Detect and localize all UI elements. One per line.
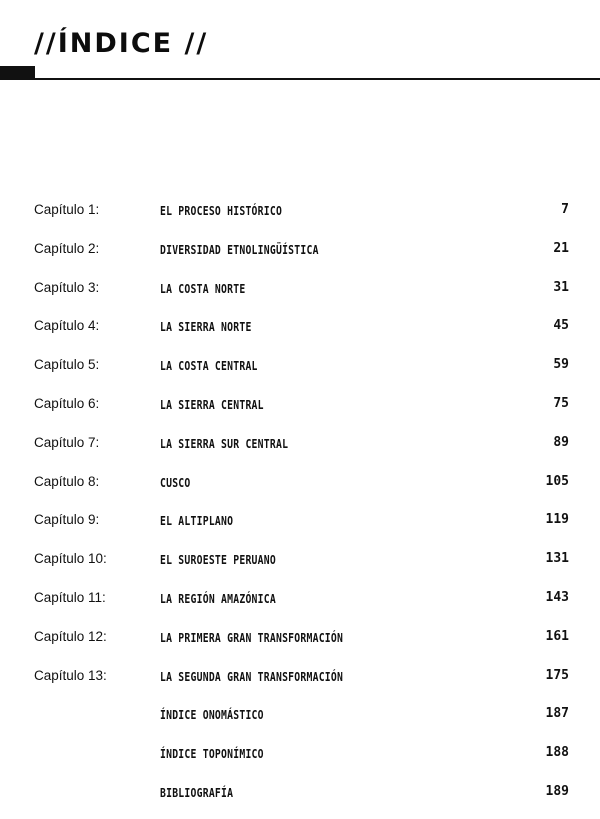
toc-entry[interactable] (0, 702, 600, 741)
chapter-label: Capítulo 12: (34, 628, 107, 644)
toc-entry[interactable] (0, 314, 600, 353)
toc-entry[interactable] (0, 431, 600, 470)
toc-entry[interactable] (0, 198, 600, 237)
page-number: 31 (553, 279, 569, 295)
toc-entry[interactable] (0, 664, 600, 703)
page-number: 189 (545, 783, 569, 799)
chapter-label: Capítulo 10: (34, 551, 107, 567)
entry-title: LA SIERRA SUR CENTRAL (160, 435, 289, 451)
toc-entry[interactable] (0, 508, 600, 547)
chapter-label: Capítulo 13: (34, 667, 107, 683)
entry-title: LA SIERRA NORTE (160, 319, 252, 335)
chapter-label: Capítulo 9: (34, 512, 100, 528)
entry-title: BIBLIOGRAFÍA (160, 784, 234, 800)
toc-entry[interactable] (0, 276, 600, 315)
entry-title: ÍNDICE ONOMÁSTICO (160, 707, 264, 723)
entry-title: EL SUROESTE PERUANO (160, 552, 276, 568)
page-number: 119 (545, 512, 569, 528)
toc-entry[interactable] (0, 237, 600, 276)
page-number: 21 (553, 240, 569, 256)
page-number: 59 (553, 357, 569, 373)
entry-title: LA PRIMERA GRAN TRANSFORMACIÓN (160, 629, 344, 645)
entry-title: LA SIERRA CENTRAL (160, 396, 264, 412)
toc-entry[interactable] (0, 547, 600, 586)
page-number: 7 (561, 202, 569, 217)
page-number: 45 (553, 318, 569, 334)
page-number: 187 (545, 706, 569, 722)
toc-entry[interactable] (0, 470, 600, 509)
table-of-contents (0, 198, 600, 819)
chapter-label: Capítulo 1: (34, 202, 100, 217)
toc-entry[interactable] (0, 780, 600, 819)
page-number: 143 (545, 589, 569, 605)
page-title: //ÍNDICE // (34, 28, 209, 59)
chapter-label: Capítulo 5: (34, 357, 100, 373)
entry-title: CUSCO (160, 474, 191, 490)
toc-entry[interactable] (0, 741, 600, 780)
toc-entry[interactable] (0, 353, 600, 392)
entry-title: ÍNDICE TOPONÍMICO (160, 746, 264, 762)
page-number: 175 (545, 667, 569, 683)
toc-entry[interactable] (0, 586, 600, 625)
entry-title: LA SEGUNDA GRAN TRANSFORMACIÓN (160, 668, 344, 684)
chapter-label: Capítulo 8: (34, 473, 100, 489)
page-number: 89 (553, 434, 569, 450)
entry-title: DIVERSIDAD ETNOLINGÜÍSTICA (160, 241, 319, 257)
chapter-label: Capítulo 7: (34, 434, 100, 450)
page-number: 105 (545, 473, 569, 489)
entry-title: EL PROCESO HISTÓRICO (160, 203, 283, 218)
page-number: 188 (545, 745, 569, 761)
page-number: 131 (545, 551, 569, 567)
chapter-label: Capítulo 11: (34, 589, 106, 605)
header-rule (0, 78, 600, 80)
chapter-label: Capítulo 3: (34, 279, 100, 295)
entry-title: EL ALTIPLANO (160, 513, 234, 529)
entry-title: LA COSTA NORTE (160, 280, 246, 296)
toc-entry[interactable] (0, 625, 600, 664)
entry-title: LA REGIÓN AMAZÓNICA (160, 590, 276, 606)
page-number: 161 (545, 628, 569, 644)
page-number: 75 (553, 395, 569, 411)
chapter-label: Capítulo 6: (34, 395, 100, 411)
chapter-label: Capítulo 4: (34, 318, 100, 334)
chapter-label: Capítulo 2: (34, 240, 100, 256)
toc-entry[interactable] (0, 392, 600, 431)
entry-title: LA COSTA CENTRAL (160, 358, 258, 374)
